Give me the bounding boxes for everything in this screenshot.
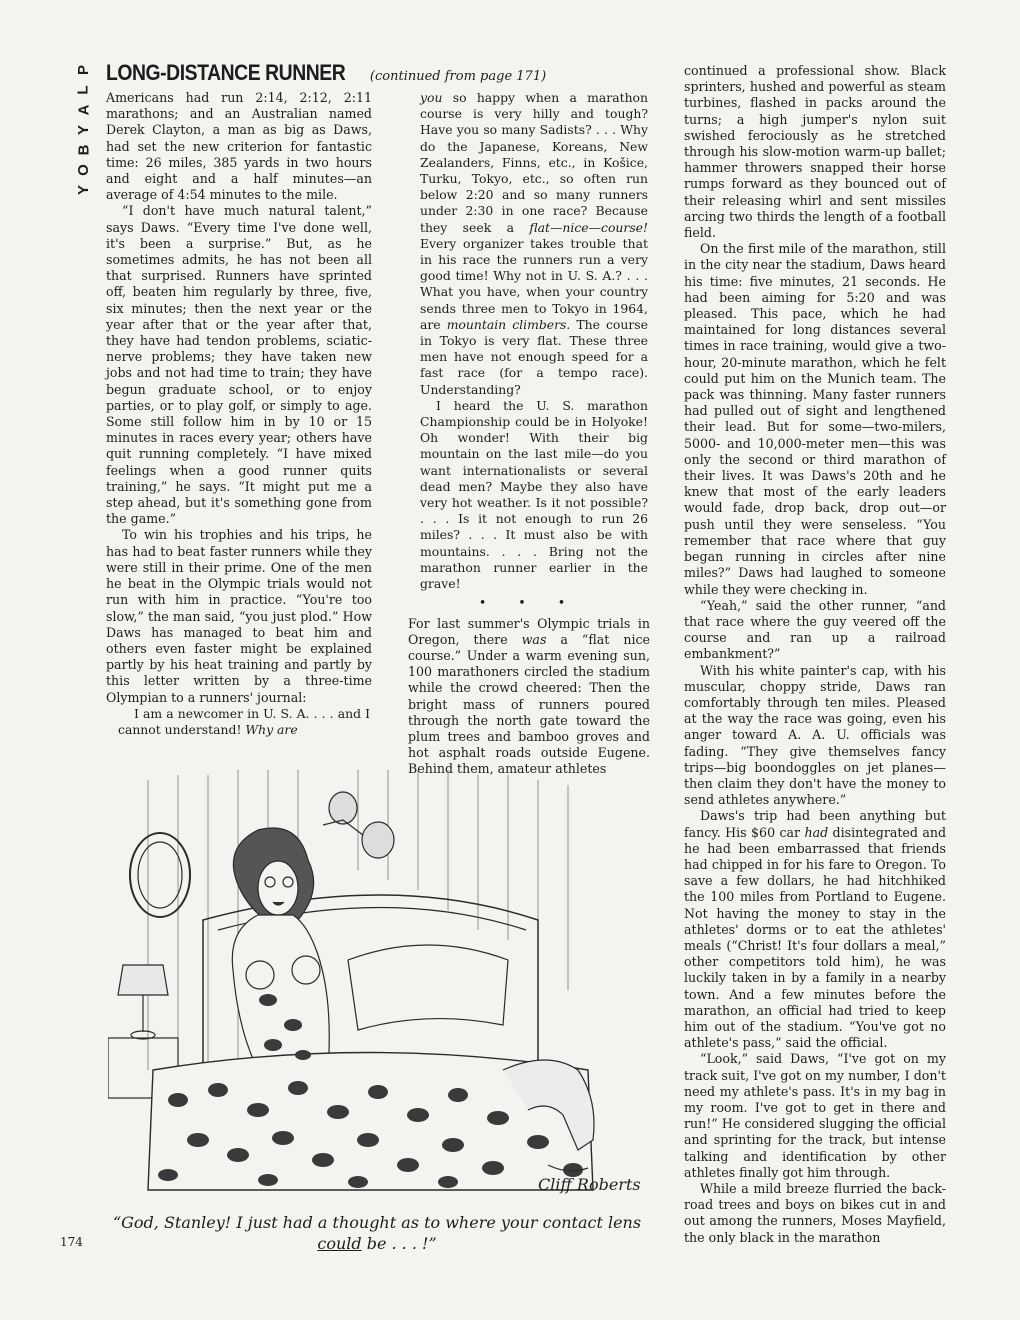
cartoonist-signature: Cliff Roberts <box>538 1175 641 1194</box>
paragraph: Americans had run 2:14, 2:12, 2:11 marathons; and an Australian named Derek Clayton, a man as big as Daws, had set the new criterion for fantastic time: 26 miles, 385 yards in two hours and eight and a half minutes—an average of 4:54 minutes to the mile. <box>106 90 372 203</box>
sidebar-letter: O <box>74 164 92 176</box>
section-separator: • • • <box>478 595 580 611</box>
sidebar-letter: A <box>75 104 92 116</box>
article-headline <box>106 60 546 86</box>
paragraph: “Look,” said Daws, “I've got on my track suit, I've got on my number, I don't need my athlete's pass. It's in my bag in my room. I've got to get in there and run!” He considered slugging the official and sprinting for the track, but intense talking and identification by other athletes finally got him through. <box>684 1051 946 1180</box>
table-lamp <box>118 965 168 1039</box>
continued-note: (continued from page 171) <box>369 69 547 84</box>
wall-mirror <box>130 833 190 917</box>
column-1 <box>106 90 372 738</box>
text: Daws's trip had been anything but fancy. His $60 car <box>684 808 946 840</box>
woman-figure <box>232 828 329 1070</box>
caption-text: “God, Stanley! I just had a thought as to where your contact lens <box>112 1213 642 1232</box>
letter-text: so happy when a marathon course is very hilly and tough? Have you so many Sadists? . . . Why do the Japanese, Koreans, New Zealanders, Finns, etc., in Košice, Turku, Tokyo, etc., so often run below 2:20 and so many runners under 2:30 in one race? Because they seek a <box>420 90 648 235</box>
column-3 <box>684 63 946 1246</box>
letter-text: I am a newcomer in U. S. A. . . . and I cannot understand! <box>118 705 370 737</box>
page-number: 174 <box>60 1235 83 1249</box>
paragraph: On the first mile of the marathon, still in the city near the stadium, Daws heard his time: five minutes, 21 seconds. He had been aiming for 5:20 and was pleased. This pace, which he had maintained for long distances several times in race training, would give a two-hour, 20-minute marathon, which he felt could put him on the Munich team. The pack was thinning. Many faster runners had pulled out of sight and lengthened their lead. But for some—two-milers, 5000- and 10,000-meter men—this was only the second or third marathon of their lives. It was Daws's 20th and he knew that most of the early leaders would fade, drop back, drop out—or push until they were senseless. “You remember that race where that guy began running in circles after nine miles?” Daws had laughed to someone while they were checking in. <box>684 241 946 597</box>
sidebar-letter: B <box>75 144 92 156</box>
paragraph: “Yeah,” said the other runner, “and that race where the guy veered off the course and ran up a railroad embankment?” <box>684 597 946 662</box>
magazine-sidebar-logo <box>74 60 94 200</box>
letter-paragraph <box>408 90 650 398</box>
sidebar-letter: Y <box>74 124 92 136</box>
text: a “flat nice course.” Under a warm evening sun, 100 marathoners circled the stadium while the crowd cheered: Then the bright mass of runners poured through the north gate toward the plum trees and bamboo groves and hot asphalt roads outside Eugene. Behind them, amateur athletes <box>408 631 650 777</box>
cartoon-illustration <box>108 770 648 1200</box>
letter-paragraph <box>106 706 372 738</box>
pillow <box>348 945 508 1030</box>
caption-underlined-word: could <box>317 1234 362 1253</box>
headline-title: LONG-DISTANCE RUNNER <box>106 60 346 85</box>
sidebar-letter: L <box>74 85 92 95</box>
column-2 <box>408 90 650 778</box>
italic-text: was <box>521 631 547 647</box>
text: disintegrated and he had been embarrassed that friends had chipped in for his fare to Oregon. To save a few dollars, he had hitchhiked the 100 miles from Portland to Eugene. Not having the money to stay in the athletes' dorms or to eat the athletes' meals (“Christ! It's four dollars a meal,” other competitors told him), he was luckily taken in by a family in a nearby town. And a few minutes before the marathon, an official had tried to keep him out of the stadium. “You've got no athlete's pass,” said the official. <box>684 824 947 1051</box>
italic-text: had <box>804 824 829 840</box>
paragraph: With his white painter's cap, with his muscular, choppy stride, Daws ran comfortably through ten miles. Pleased at the way the race was going, even his anger toward A. A. U. officials was fading. “They give themselves fancy trips—big boondoggles on jet planes—then claim they don't have the money to send athletes anywhere.” <box>684 662 946 808</box>
paragraph: “I don't have much natural talent,” says Daws. “Every time I've done well, it's been a surprise.” But, as he sometimes admits, he has not been all that surprised. Runners have sprinted off, beaten him regularly by three, five, six minutes; then the next year or the year after that or the year after that, they have had tendon problems, sciatic-nerve problems; they have taken new jobs and not had time to train; they have begun graduate school, or to enjoy parties, or to play golf, or simply to age. Some still follow him in by 10 or 15 minutes in races every year; others have quit running completely. “I have mixed feelings when a good runner quits training,” he says. “It might put me a step ahead, but it's something gone from the game.” <box>106 203 372 527</box>
paragraph: continued a professional show. Black sprinters, hushed and powerful as steam turbines, flashed in packs around the turns; a high jumper's nylon suit swished ferociously as he stretched through his slow-motion warm-up ballet; hammer throwers snapped their horse rumps forward as they bounced out of their releasing whirl and sent missiles arcing two thirds the length of a football field. <box>684 63 946 241</box>
sidebar-letter: P <box>74 64 92 76</box>
wall-lamp <box>323 792 394 858</box>
letter-text: Every organizer takes trouble that in his race the runners run a very good time! Why not in U. S. A.? . . . What you have, when your country sends three men to Tokyo in 1964, are <box>420 235 648 332</box>
paragraph <box>684 808 946 1051</box>
paragraph: While a mild breeze flurried the back-road trees and boys on bikes cut in and out among the runners, Moses Mayfield, the only black in the marathon <box>684 1181 946 1245</box>
letter-italic: mountain climbers. <box>446 316 571 332</box>
paragraph: To win his trophies and his trips, he has had to beat faster runners while they were still in their prime. One of the men he beat in the Olympic trials would not run with him in practice. “You're too slow,” the man said, “you just plod.” How Daws has managed to beat him and others even faster might be explained partly by his heat training and partly by this letter written by a three-time Olympian to a runners' journal: <box>106 527 372 705</box>
letter-italic: Why are <box>245 721 298 737</box>
letter-italic: flat—nice—course! <box>529 219 648 235</box>
sidebar-letter: Y <box>74 184 92 196</box>
paragraph <box>408 616 650 778</box>
text: For last summer's Olympic trials in Oregon, there <box>408 615 650 647</box>
letter-text: The course in Tokyo is very flat. These three men have not enough speed for a fast race (for a tempo race). Understanding? <box>420 316 648 397</box>
letter-italic: you <box>420 90 443 105</box>
letter-paragraph: I heard the U. S. marathon Championship could be in Holyoke! Oh wonder! With their big mountain on the last mile—do you want internationalists or several dead men? Maybe they also have very hot weather. Is it not possible? . . . Is it not enough to run 26 miles? . . . It must also be with mountains. . . . Bring not the marathon runner earlier in the grave! <box>420 397 648 592</box>
cartoon-caption <box>112 1212 642 1254</box>
caption-text: be . . . !” <box>361 1234 437 1253</box>
